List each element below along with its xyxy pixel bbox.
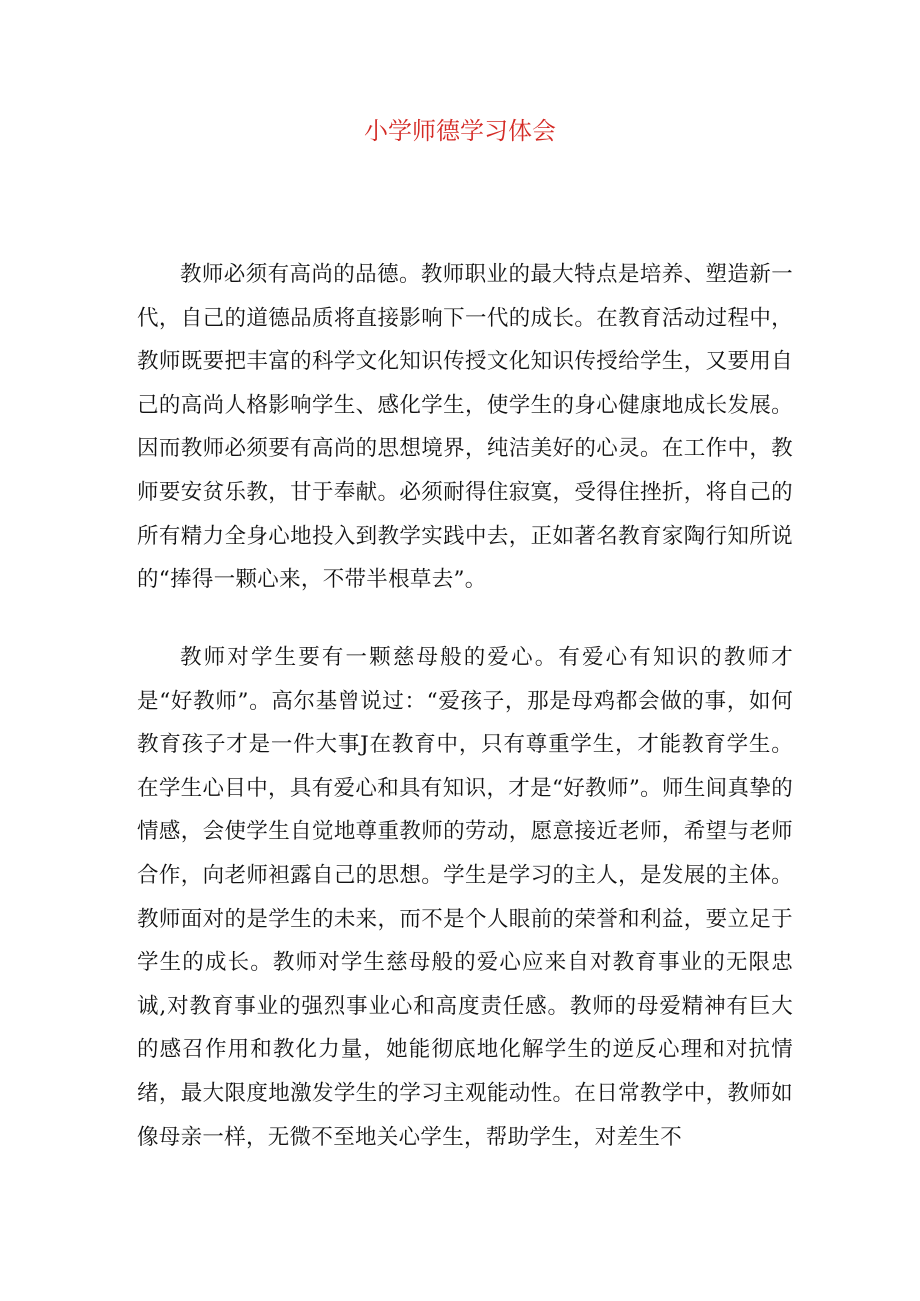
document-title: 小学师德学习体会 — [364, 117, 556, 145]
paragraph-1-block — [137, 253, 793, 602]
paragraph-1: 教师必须有高尚的品德。教师职业的最大特点是培养、塑造新一代，自己的道德品质将直接影响下一代的成长。在教育活动过程中，教师既要把丰富的科学文化知识传授文化知识传授给学生，又要用自己的高尚人格影响学生、感化学生，使学生的身心健康地成长发展。因而教师必须要有高尚的思想境界，纯洁美好的心灵。在工作中，教师要安贫乐教，甘于奉献。必须耐得住寂寞，受得住挫折，将自己的所有精力全身心地投入到教学实践中去，正如著名教育家陶行知所说的“捧得一颗心来，不带半根草去”。 — [137, 262, 793, 593]
paragraph-2: 教师对学生要有一颗慈母般的爱心。有爱心有知识的教师才是“好教师”。高尔基曾说过：“爱孩子，那是母鸡都会做的事，如何教育孩子才是一件大事J在教育中，只有尊重学生，才能教育学生。在学生心目中，具有爱心和具有知识，才是“好教师”。师生间真挚的情感，会使学生自觉地尊重教师的劳动，愿意接近老师，希望与老师合作，向老师袒露自己的思想。学生是学习的主人，是发展的主体。教师面对的是学生的未来，而不是个人眼前的荣誉和利益，要立足于学生的成长。教师对学生慈母般的爱心应来自对教育事业的无限忠诚,对教育事业的强烈事业心和高度责任感。教师的母爱精神有巨大的感召作用和教化力量，她能彻底地化解学生的逆反心理和对抗情绪，最大限度地激发学生的学习主观能动性。在日常教学中，教师如像母亲一样，无微不至地关心学生，帮助学生，对差生不 — [137, 645, 793, 1150]
paragraph-2-block — [137, 636, 793, 1159]
